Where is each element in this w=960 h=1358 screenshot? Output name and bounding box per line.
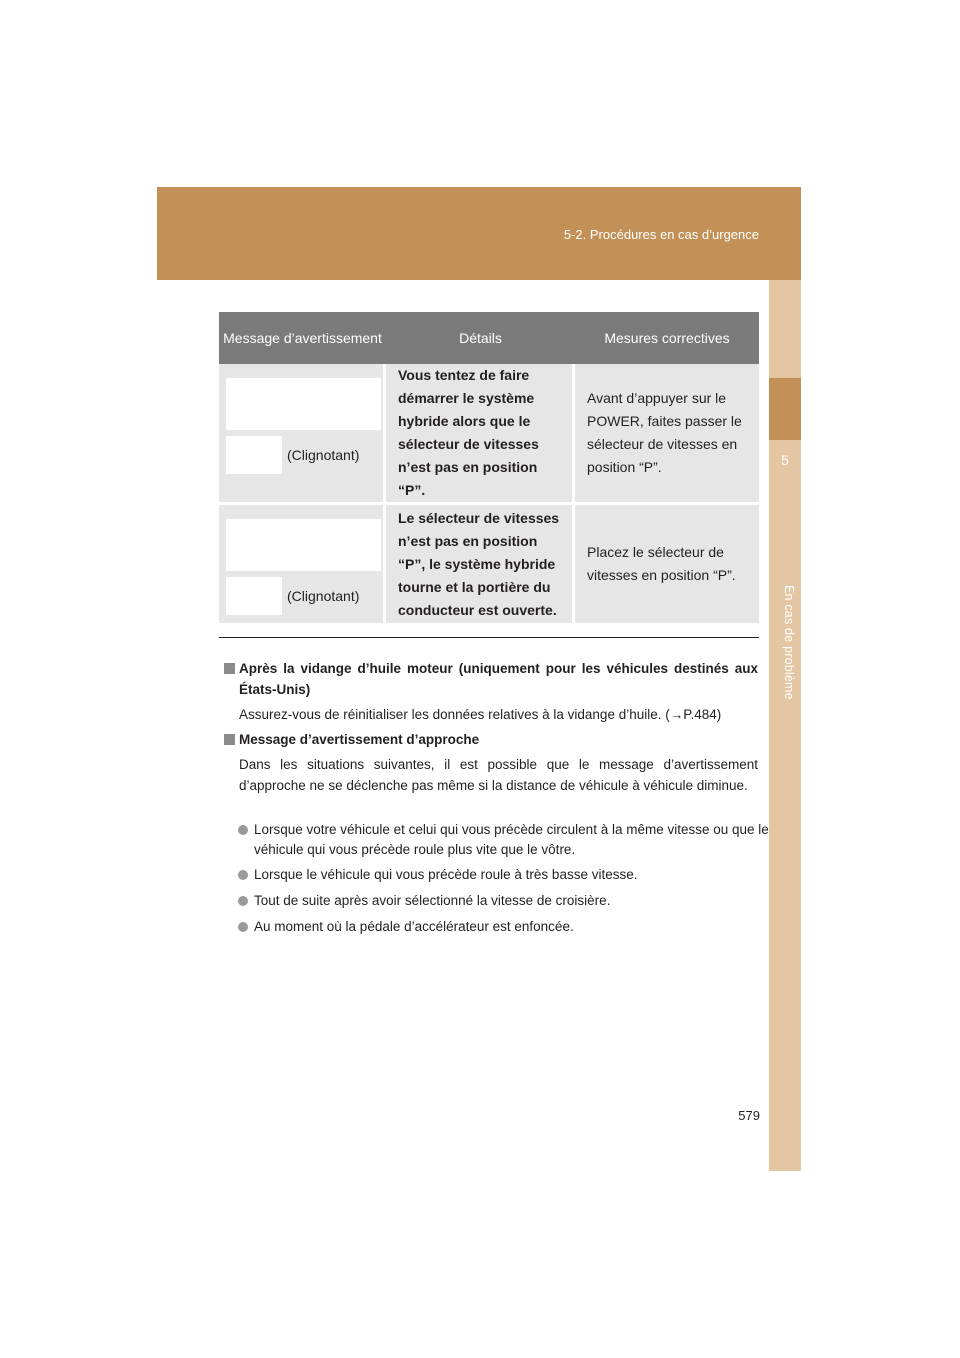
section-divider bbox=[219, 637, 759, 638]
list-item bbox=[238, 891, 772, 911]
table-header-row bbox=[219, 312, 759, 364]
blinking-note: (Clignotant) bbox=[287, 588, 360, 604]
section-oil-change bbox=[224, 658, 758, 725]
header-corrective-actions: Mesures correctives bbox=[575, 312, 759, 364]
list-item-text: Lorsque le véhicule qui vous précède roule à très basse vitesse. bbox=[254, 867, 638, 882]
section-heading: Message d’avertissement d’approche bbox=[239, 732, 480, 747]
header-message: Message d’avertissement bbox=[219, 312, 386, 364]
chapter-number: 5 bbox=[781, 452, 789, 468]
section-text: Assurez-vous de réinitialiser les données relatives à la vidange d’huile. (→P.484) bbox=[239, 707, 722, 722]
details-cell: Vous tentez de faire démarrer le système hybride alors que le sélecteur de vitesses n’est pas en position “P”. bbox=[386, 364, 575, 502]
side-tab-marker bbox=[769, 378, 801, 440]
warning-display-image bbox=[226, 378, 381, 430]
details-cell: Le sélecteur de vitesses n’est pas en position “P”, le système hybride tourne et la portière du conducteur est ouverte. bbox=[386, 502, 575, 623]
indicator-light-image bbox=[226, 436, 282, 474]
action-cell: Placez le sélecteur de vitesses en position “P”. bbox=[575, 502, 759, 623]
list-item bbox=[238, 820, 772, 860]
list-item-text: Lorsque votre véhicule et celui qui vous précède circulent à la même vitesse ou que le véhicule qui vous précède roule plus vite que le vôtre. bbox=[254, 822, 769, 857]
bullet-dot-icon bbox=[238, 870, 248, 880]
square-bullet-icon bbox=[224, 734, 235, 745]
table-row bbox=[219, 502, 759, 623]
action-cell: Avant d’appuyer sur le POWER, faites passer le sélecteur de vitesses en position “P”. bbox=[575, 364, 759, 502]
blinking-note: (Clignotant) bbox=[287, 447, 360, 463]
square-bullet-icon bbox=[224, 663, 235, 674]
section-title: 5-2. Procédures en cas d’urgence bbox=[563, 227, 759, 242]
list-item bbox=[238, 917, 772, 937]
chapter-label: En cas de problème bbox=[782, 585, 796, 700]
list-item-text: Tout de suite après avoir sélectionné la vitesse de croisière. bbox=[254, 893, 611, 908]
section-heading: Après la vidange d’huile moteur (uniquement pour les véhicules destinés aux États-Unis) bbox=[239, 661, 758, 697]
section-text: Dans les situations suivantes, il est possible que le message d’avertissement d’approche ne se déclenche pas même si la distance de véhicule à véhicule diminue. bbox=[239, 757, 758, 793]
message-cell bbox=[219, 502, 386, 623]
section-approach-warning bbox=[224, 729, 758, 796]
list-item-text: Au moment où la pédale d’accélérateur est enfoncée. bbox=[254, 919, 574, 934]
warning-display-image bbox=[226, 519, 381, 571]
bullet-dot-icon bbox=[238, 896, 248, 906]
warning-message-table bbox=[219, 312, 759, 623]
chapter-header-band bbox=[157, 187, 801, 280]
header-details: Détails bbox=[386, 312, 575, 364]
table-row bbox=[219, 364, 759, 502]
bullet-dot-icon bbox=[238, 825, 248, 835]
list-item bbox=[238, 865, 772, 885]
indicator-light-image bbox=[226, 577, 282, 615]
bullet-dot-icon bbox=[238, 922, 248, 932]
message-cell bbox=[219, 364, 386, 502]
page-number: 579 bbox=[738, 1108, 760, 1123]
